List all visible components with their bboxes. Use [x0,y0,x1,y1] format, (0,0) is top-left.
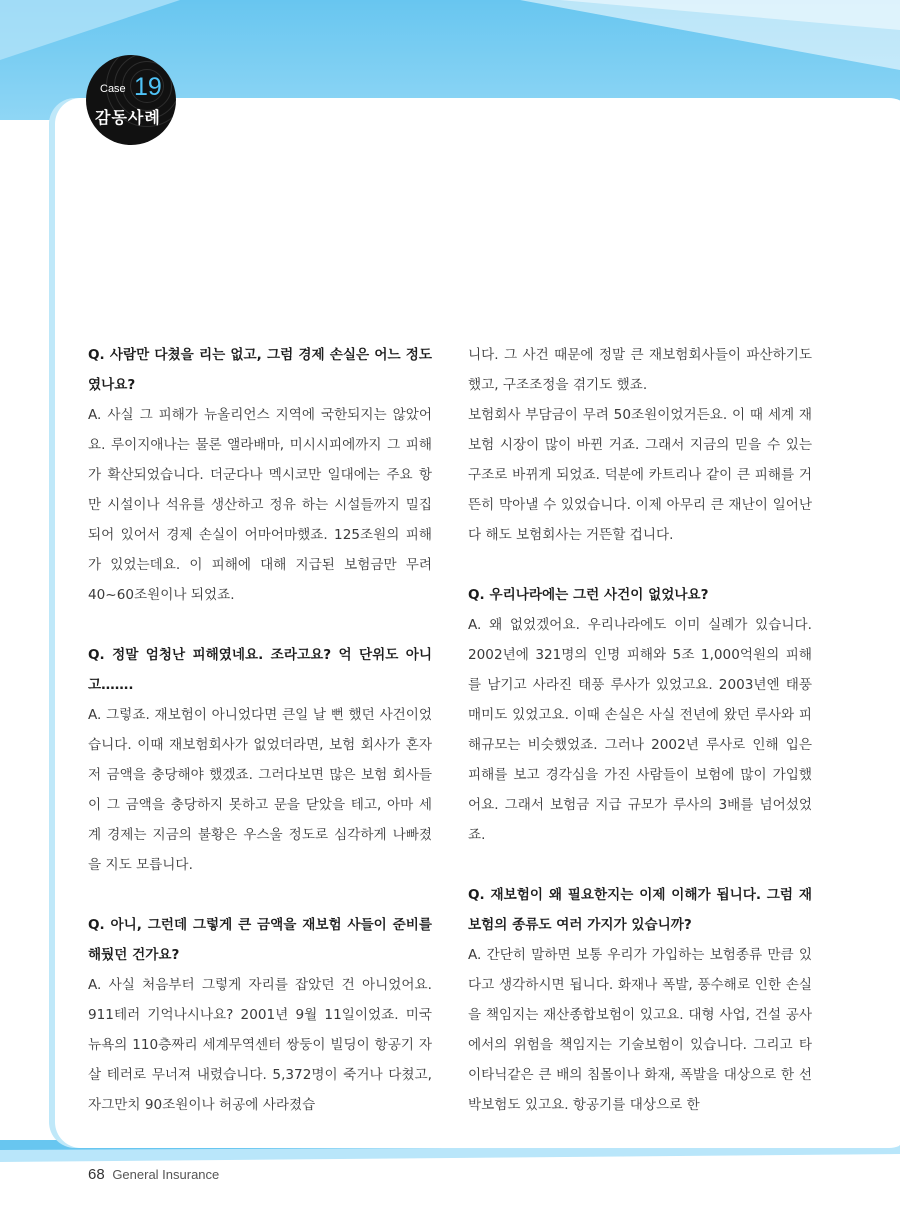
answer: A. 사실 그 피해가 뉴올리언스 지역에 국한되지는 않았어요. 루이지애나는 물론 앨라배마, 미시시피에까지 그 피해가 확산되었습니다. 더군다나 멕시코만 일대에는 주요 항만 시설이나 석유를 생산하고 정유 하는 시설들까지 밀집되어 있어서 경제 손실이 어마어마했죠. 125조원의 피해가 있었는데요. 이 피해에 대해 지급된 보험금만 무려 40~60조원이나 되었죠. [88,407,432,603]
left-column [88,340,432,1120]
page-footer [88,1166,219,1183]
question: Q. 아니, 그런데 그렇게 큰 금액을 재보험 사들이 준비를 해뒀던 건가요? [88,917,432,963]
question: Q. 정말 엄청난 피해였네요. 조라고요? 억 단위도 아니고……. [88,647,432,693]
badge-case-number: 19 [134,73,162,101]
answer: A. 간단히 말하면 보통 우리가 가입하는 보험종류 만큼 있다고 생각하시면 됩니다. 화재나 폭발, 풍수해로 인한 손실을 책임지는 재산종합보험이 있고요. 대형 사업, 건설 공사에서의 위험을 책임지는 기술보험이 있습니다. 그리고 타이타닉같은 큰 배의 침몰이나 화재, 폭발을 대상으로 한 선박보험도 있고요. 항공기를 대상으로 한 [468,947,812,1113]
publication-name: General Insurance [112,1167,220,1182]
right-column [468,340,812,1120]
answer-continuation: 보험회사 부담금이 무려 50조원이었거든요. 이 때 세계 재보험 시장이 많이 바뀐 거죠. 그래서 지금의 믿을 수 있는 구조로 바뀌게 되었죠. 덕분에 카트리나 같이 큰 피해를 거뜬히 막아낼 수 있었습니다. 이제 아무리 큰 재난이 일어난다 해도 보험회사는 거뜬할 겁니다. [468,407,812,543]
answer: A. 그렇죠. 재보험이 아니었다면 큰일 날 뻔 했던 사건이었습니다. 이때 재보험회사가 없었더라면, 보험 회사가 혼자 저 금액을 충당해야 했겠죠. 그러다보면 많은 보험 회사들이 그 금액을 충당하지 못하고 문을 닫았을 테고, 아마 세계 경제는 지금의 불황은 우스울 정도로 심각하게 나빠졌을 지도 모릅니다. [88,707,432,873]
question: Q. 우리나라에는 그런 사건이 없었나요? [468,587,709,603]
page-number: 68 [88,1166,105,1183]
case-badge [86,55,176,145]
answer: A. 왜 없었겠어요. 우리나라에도 이미 실례가 있습니다. 2002년에 321명의 인명 피해와 5조 1,000억원의 피해를 남기고 사라진 태풍 루사가 있었고요. 2003년엔 태풍 매미도 있었고요. 이때 손실은 사실 전년에 왔던 루사와 피해규모는 비슷했었죠. 그러나 2002년 루사로 인해 입은 피해를 보고 경각심을 가진 사람들이 보험에 많이 가입했어요. 그래서 보험금 지급 규모가 루사의 3배를 넘어섰었죠. [468,617,812,843]
badge-title: 감동사례 [95,108,161,127]
answer-continuation: 니다. 그 사건 때문에 정말 큰 재보험회사들이 파산하기도 했고, 구조조정을 겪기도 했죠. [468,347,812,393]
badge-case-label: Case [100,83,126,95]
question: Q. 재보험이 왜 필요한지는 이제 이해가 됩니다. 그럼 재보험의 종류도 여러 가지가 있습니까? [468,887,812,933]
answer: A. 사실 처음부터 그렇게 자리를 잡았던 건 아니었어요. 911테러 기억나시나요? 2001년 9월 11일이었죠. 미국 뉴욕의 110층짜리 세계무역센터 쌍둥이 빌딩이 항공기 자살 테러로 무너져 내렸습니다. 5,372명이 죽거나 다쳤고, 자그만치 90조원이나 허공에 사라졌습 [88,977,432,1113]
question: Q. 사람만 다쳤을 리는 없고, 그럼 경제 손실은 어느 정도였나요? [88,347,432,393]
